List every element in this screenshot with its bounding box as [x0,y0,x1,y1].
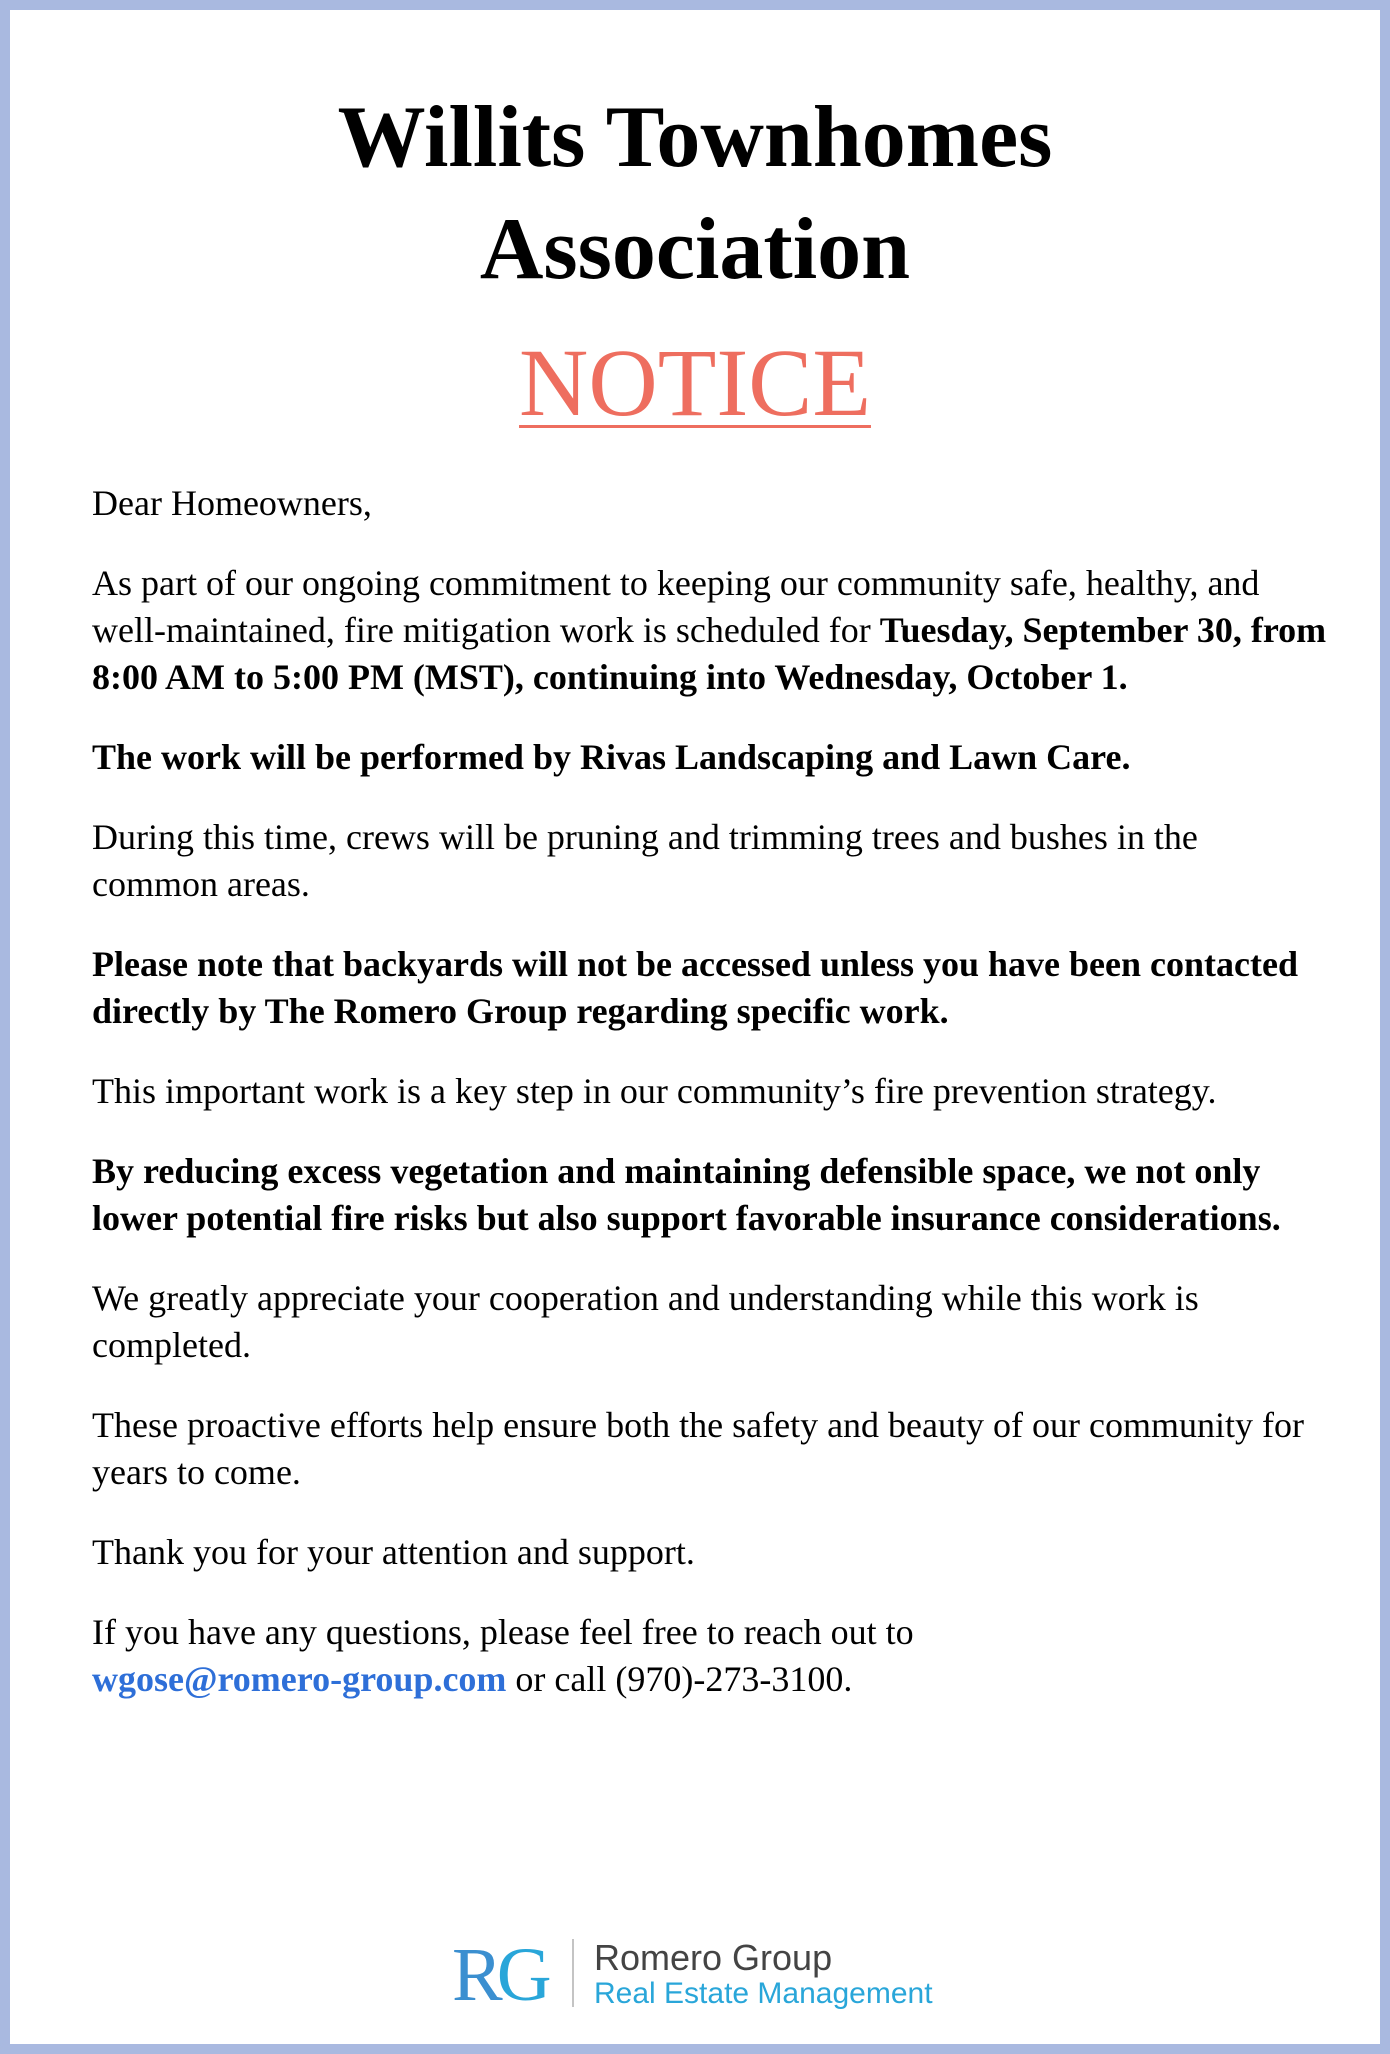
notice-heading: NOTICE [519,329,871,436]
contact-intro: If you have any questions, please feel free to reach out to [92,1612,914,1652]
title-line-1: Willits Townhomes [337,89,1053,186]
rg-logo-mark: RG [452,1933,546,2017]
paragraph-contractor: The work will be performed by Rivas Landscaping and Lawn Care. [92,737,1131,777]
paragraph-schedule [92,560,1332,701]
letter-body [92,480,1332,1703]
paragraph-appreciation: We greatly appreciate your cooperation and understanding while this work is completed. [92,1278,1199,1365]
paragraph-backyard-note: Please note that backyards will not be accessed unless you have been contacted directly by The Romero Group regarding specific work. [92,944,1298,1031]
schedule-date: Tuesday, September 30, from 8:00 AM to 5:00 PM (MST), continuing into Wednesday, October 1. [92,610,1327,697]
paragraph-benefits: By reducing excess vegetation and maintaining defensible space, we not only lower potential fire risks but also support favorable insurance considerations. [92,1151,1281,1238]
paragraph-importance: This important work is a key step in our community’s fire prevention strategy. [92,1071,1217,1111]
logo-tagline: Real Estate Management [594,1977,933,2010]
greeting: Dear Homeowners, [92,483,372,523]
schedule-intro: As part of our ongoing commitment to keeping our community safe, healthy, and well-maintained, fire mitigation work is scheduled for [92,563,1260,650]
paragraph-contact [92,1609,1332,1703]
logo-company-name: Romero Group [594,1937,833,1978]
contact-phone: or call (970)-273-3100. [506,1659,853,1699]
title-line-2: Association [479,201,911,298]
romero-group-logo [452,1935,972,2015]
paragraph-thanks: Thank you for your attention and support. [92,1532,695,1572]
logo-divider [572,1939,574,2007]
email-link[interactable]: wgose@romero-group.com [92,1659,507,1699]
paragraph-proactive: These proactive efforts help ensure both the safety and beauty of our community for years to come. [92,1405,1304,1492]
page-title [10,82,1380,306]
notice-page [10,10,1380,2044]
paragraph-work-description: During this time, crews will be pruning and trimming trees and bushes in the common areas. [92,817,1198,904]
